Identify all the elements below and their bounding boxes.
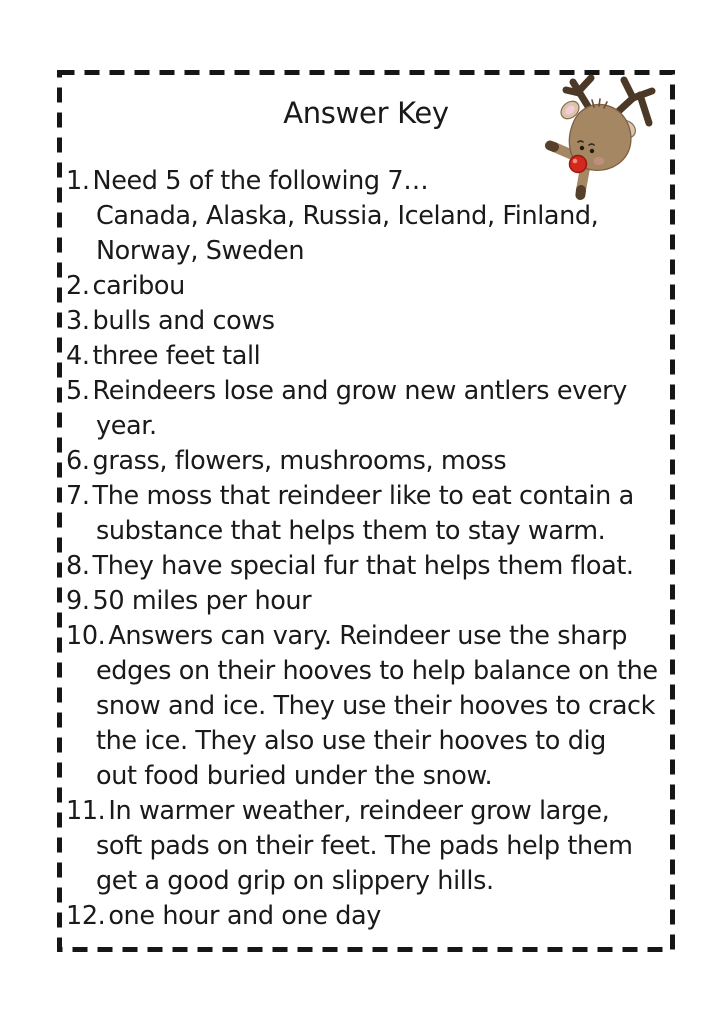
answer-text: one hour and one day [108,901,381,931]
answer-text: bulls and cows [92,306,275,336]
answer-text: They have special fur that helps them float. [92,551,634,581]
page-title: Answer Key [283,96,449,130]
answer-item [66,584,666,619]
answer-text: The moss that reindeer like to eat contain a [92,481,634,511]
answer-line: year. [96,411,157,441]
answer-line: snow and ice. They use their hooves to crack [96,691,656,721]
answer-item [66,164,666,269]
answer-line: Canada, Alaska, Russia, Iceland, Finland, [96,201,599,231]
answer-text: Reindeers lose and grow new antlers every [92,376,627,406]
answer-text: In warmer weather, reindeer grow large, [108,796,610,826]
answer-text: Answers can vary. Reindeer use the sharp [108,621,628,651]
answer-item [66,479,666,549]
answer-number: 9. [66,586,90,616]
answer-number: 10. [66,621,106,651]
answer-item [66,899,666,934]
answer-number: 1. [66,166,90,196]
answer-line: out food buried under the snow. [96,761,493,791]
answer-line: get a good grip on slippery hills. [96,866,494,896]
answer-line: soft pads on their feet. The pads help them [96,831,633,861]
answer-line: Norway, Sweden [96,236,305,266]
answer-line [66,444,666,479]
answer-number: 3. [66,306,90,336]
answer-item [66,619,666,794]
answer-item [66,374,666,444]
answer-line [66,584,666,619]
answer-line [66,549,666,584]
answer-line [66,164,666,199]
answer-number: 12. [66,901,106,931]
answer-line: substance that helps them to stay warm. [96,516,606,546]
answer-line [66,269,666,304]
answer-line [66,619,666,654]
answer-line [66,304,666,339]
answer-number: 2. [66,271,90,301]
answer-text: three feet tall [92,341,261,371]
answer-text: 50 miles per hour [92,586,312,616]
answer-number: 8. [66,551,90,581]
answer-item [66,549,666,584]
answer-line [66,794,666,829]
answer-line [66,479,666,514]
answer-item [66,794,666,899]
answer-item [66,304,666,339]
answer-line: edges on their hooves to help balance on the [96,656,658,686]
answer-line: the ice. They also use their hooves to dig [96,726,606,756]
answer-text: Need 5 of the following 7… [92,166,429,196]
answer-line [66,339,666,374]
answer-number: 6. [66,446,90,476]
answer-list [66,164,666,934]
answer-number: 5. [66,376,90,406]
answer-line [66,374,666,409]
answer-item [66,444,666,479]
answer-line [66,899,666,934]
reindeer-hoof [550,146,554,148]
answer-text: grass, flowers, mushrooms, moss [92,446,507,476]
answer-number: 4. [66,341,90,371]
answer-number: 7. [66,481,90,511]
answer-text: caribou [92,271,185,301]
answer-number: 11. [66,796,106,826]
answer-item [66,269,666,304]
answer-item [66,339,666,374]
